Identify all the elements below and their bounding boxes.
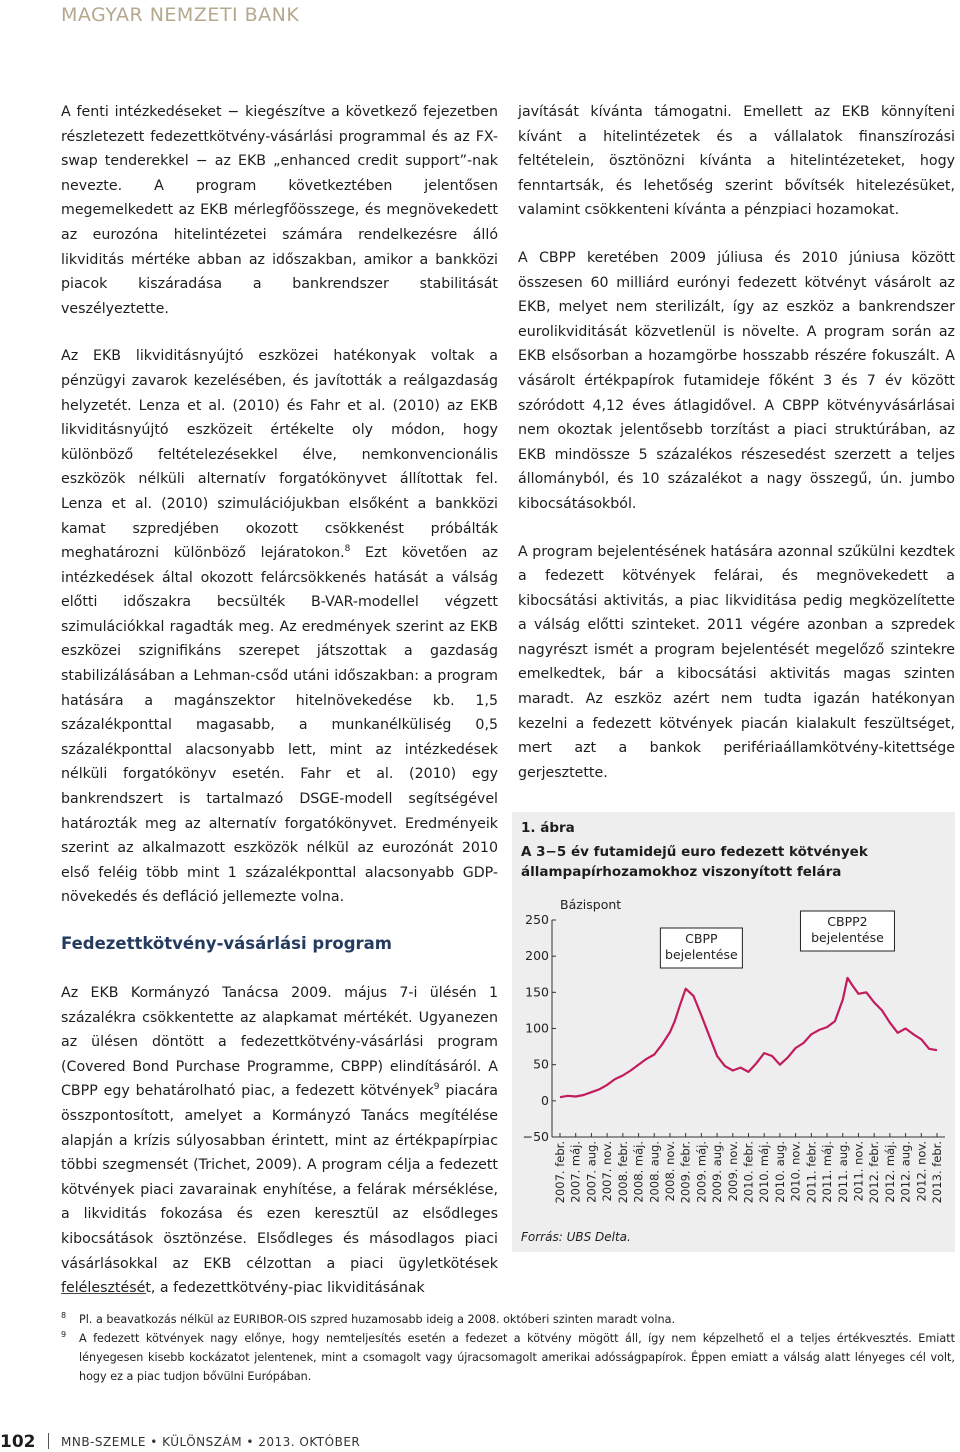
x-tick-label: 2007. aug. bbox=[584, 1141, 599, 1203]
x-tick-label: 2012. febr. bbox=[867, 1141, 882, 1204]
x-tick-label: 2010. febr. bbox=[741, 1141, 756, 1204]
x-tick-label: 2011. febr. bbox=[804, 1141, 819, 1204]
paragraph-ekb-liquidity-a: Az EKB likviditásnyújtó eszközei hatékonyak voltak a pénzügyi zavarok kezelésében, és javították a reálgazdaság helyzetét. Lenza et al. (2010) és Fahr et al. (2010) az EKB likviditásnyújtó eszközeit értékelte oly módon, hogy különböző feltételezésekkel élve, nemkonvencionális eszközök nélküli alternatív forgatókönyvet állítottak fel. Lenza et al. (2010) szimulációjukban elsőként a bankközi kamat szpredjében okozott csökkenést próbálták meghatározni különböző lejáratokon. bbox=[61, 348, 498, 562]
annotation-label: CBPP2 bbox=[827, 914, 868, 929]
paragraph-cbpp-effect: A program bejelentésének hatására azonnal szűkülni kezdtek a fedezett kötvények felárai, és megnövekedett a kibocsátási aktivitás, a piac likviditása pedig megközelítette a válság előtti szinteket. 2011 végére azonban a szpredek nagyrészt ismét a program bejelentését megelőző szintekre emelkedtek, bár a kibocsátási aktivitás magas szinten maradt. Az eszköz azért nem tudta igazán hatékonyan kezelni a fedezett kötvények piacán kialakult feszültséget, mert azt a bankok perifériaállamkötvény-kitettsége gerjesztette. bbox=[518, 543, 955, 781]
spread-chart bbox=[512, 892, 955, 1222]
paragraph-ekb-liquidity-b: Ezt követően az intézkedések által okozott felárcsökkenés hatását a válság előtti időszakra becsülték B-VAR-modellel végzett szimulációkkal ragadták meg. Az eredmények szerint az EKB eszközei szignifikáns szerepet játszottak a gazdaság stabilizálásában a Lehman-csőd utáni időszakban: a program hatására a magánszektor hitelnövekedése kb. 1,5 százalékponttal magasabb, a munkanélküliség 0,5 százalékponttal alacsonyabb lett, mint az intézkedések nélküli forgatókönyv esetén. Fahr et al. (2010) egy bankrendszert is tartalmazó DSGE-modell segítségével határozták meg az alternatív forgatókönyvet. Eredményeik szerint az alkalmazott eszközök nélkül az eurozónát 2010 első feléig több mint 1 százalékponttal alacsonyabb GDP-növekedés és defláció jellemezte volna. bbox=[61, 545, 499, 906]
x-tick-label: 2008. nov. bbox=[662, 1141, 677, 1202]
footnote-9-number: 9 bbox=[61, 1330, 67, 1339]
footer-divider bbox=[48, 1433, 49, 1449]
x-tick-label: 2012. máj. bbox=[882, 1141, 897, 1203]
paragraph-continuation: javítását kívánta támogatni. Emellett az EKB könnyíteni kívánt a hitelintézetek és a vállalatok finanszírozási feltételein, ösztönözni kívánta a hitelintézeteket, hogy fenntartsák, és lehetőség szerint bővítsék hitelezésüket, valamint csökkenteni kívánta a pénzpiaci hozamokat. bbox=[518, 104, 955, 219]
y-tick-label: 150 bbox=[525, 984, 549, 1000]
x-tick-label: 2010. máj. bbox=[757, 1141, 772, 1203]
left-column bbox=[61, 100, 498, 1324]
footnote-ref-8[interactable]: 8 bbox=[344, 544, 351, 555]
y-tick-label: 50 bbox=[533, 1056, 549, 1072]
footnote-ref-9[interactable]: 9 bbox=[433, 1082, 440, 1093]
x-tick-label: 2011. aug. bbox=[835, 1141, 850, 1203]
y-tick-label: −50 bbox=[522, 1129, 549, 1144]
x-tick-label: 2011. nov. bbox=[851, 1141, 866, 1202]
series-line-spread bbox=[560, 978, 937, 1097]
annotation-label: bejelentése bbox=[665, 947, 738, 962]
footnote-8-text: Pl. a beavatkozás nélkül az EURIBOR-OIS szpred huzamosabb ideig a 2008. októberi szinten maradt volna. bbox=[79, 1313, 676, 1326]
footnote-divider bbox=[61, 1293, 146, 1294]
x-tick-label: 2012. nov. bbox=[914, 1141, 929, 1202]
page-number: 102 bbox=[0, 1432, 36, 1452]
figure-source: Forrás: UBS Delta. bbox=[521, 1230, 631, 1244]
paragraph-intro: A fenti intézkedéseket − kiegészítve a következő fejezetben részletezett fedezettkötvény-vásárlási programmal és az FX-swap tenderekkel − az EKB „enhanced credit support”-nak nevezte. A program következtében jelentősen megemelkedett az EKB mérlegfőösszege, és megnövekedett az eurozóna hitelintézetei számára rendelkezésre álló likviditás mértéke abban az időszakban, amikor a bankközi piacok kiszáradása a bankrendszer stabilitását veszélyeztette. bbox=[61, 104, 498, 317]
y-tick-label: 100 bbox=[525, 1020, 549, 1036]
section-heading: Fedezettkötvény-vásárlási program bbox=[61, 934, 392, 953]
x-tick-label: 2007. nov. bbox=[600, 1141, 615, 1202]
x-tick-label: 2008. febr. bbox=[615, 1141, 630, 1204]
y-tick-label: 200 bbox=[525, 948, 549, 964]
x-tick-label: 2009. máj. bbox=[694, 1141, 709, 1203]
x-tick-label: 2010. aug. bbox=[772, 1141, 787, 1203]
x-tick-label: 2009. aug. bbox=[710, 1141, 725, 1203]
footnote-9 bbox=[61, 1329, 955, 1386]
x-tick-label: 2013. febr. bbox=[930, 1141, 944, 1204]
right-column bbox=[518, 100, 955, 808]
annotation-label: bejelentése bbox=[811, 930, 884, 945]
y-tick-label: 0 bbox=[541, 1092, 549, 1108]
paragraph-cbpp bbox=[61, 981, 498, 1301]
figure-title: A 3−5 év futamidejű euro fedezett kötvények állampapírhozamokhoz viszonyított felára bbox=[521, 844, 868, 880]
x-tick-label: 2009. nov. bbox=[725, 1141, 740, 1202]
paragraph-cbpp-b: piacára összpontosított, amelyet a Kormányzó Tanács megítélése alapján a krízis súlyosabban érintett, mint az értékpapírpiac többi szegmensét (Trichet, 2009). A program célja a fedezett kötvények piaci zavarainak enyhítése, a felárak mérséklése, a likviditás fokozása és ezen keresztül az elsődleges kibocsátások ösztönzése. Elsődleges és másodlagos piaci vásárlásokkal az EKB célzottan a piaci ügyletkötések felélesztését, a fedezettkötvény-piac likviditásának bbox=[61, 1083, 498, 1297]
paragraph-cbpp-a: Az EKB Kormányzó Tanácsa 2009. május 7-i ülésén 1 százalékra csökkentette az alapkamat mértékét. Ugyanezen az ülésen döntött a fedezettkötvény-vásárlási program (Covered Bond Purchase Programme, CBPP) elindításáról. A CBPP egy behatárolható piac, a fedezett kötvények bbox=[61, 985, 498, 1100]
footnote-8 bbox=[61, 1310, 955, 1329]
paragraph-cbpp-details: A CBPP keretében 2009 júliusa és 2010 júniusa között összesen 60 milliárd eurónyi fedezett kötvényt vásárolt az EKB, melyet nem sterilizált, így az eszköz a bankrendszer eurolikviditását közvetlenül is növelte. A program során az EKB elsősorban a hozamgörbe hosszabb részére fokuszált. A vásárolt értékpapírok futamideje főként 3 és 7 év között szóródott 4,12 éves átlagidővel. A CBPP kötvényvásárlásai nem okoztak jelentősebb torzítást a piaci struktúrában, az EKB mindössze 5 százalékos részesedést szerzett a teljes állományból, és 10 százalékot a nagy összegű, ún. jumbo kibocsátásokból. bbox=[518, 249, 955, 512]
x-tick-label: 2007. máj. bbox=[568, 1141, 583, 1203]
x-tick-label: 2008. aug. bbox=[647, 1141, 662, 1203]
x-tick-label: 2012. aug. bbox=[898, 1141, 913, 1203]
journal-name: MNB-SZEMLE • KÜLÖNSZÁM • 2013. OKTÓBER bbox=[61, 1435, 361, 1449]
annotation-label: CBPP bbox=[685, 931, 718, 946]
x-tick-label: 2010. nov. bbox=[788, 1141, 803, 1202]
footnotes bbox=[61, 1310, 955, 1386]
x-tick-label: 2008. máj. bbox=[631, 1141, 646, 1203]
page-footer bbox=[0, 1432, 960, 1452]
footnote-8-number: 8 bbox=[61, 1311, 67, 1320]
x-tick-label: 2009. febr. bbox=[678, 1141, 693, 1204]
figure-1 bbox=[512, 812, 955, 1252]
x-tick-label: 2011. máj. bbox=[820, 1141, 835, 1203]
y-tick-label: 250 bbox=[525, 912, 549, 927]
figure-number: 1. ábra bbox=[521, 820, 575, 836]
footnote-9-text: A fedezett kötvények nagy előnye, hogy nemteljesítés esetén a fedezet a kötvény mögött áll, így nem képzelhető el a teljes értékvesztés. Emiatt lényegesen kisebb kockázatot jelentenek, mint a csomagolt vagy újracsomagolt amerikai adósságpapírok. Éppen emiatt a válság alatt lényeges cél volt, hogy ez a piac tudjon bővülni Európában. bbox=[79, 1332, 955, 1383]
x-tick-label: 2007. febr. bbox=[553, 1141, 567, 1204]
running-header: MAGYAR NEMZETI BANK bbox=[61, 4, 300, 26]
paragraph-ekb-liquidity bbox=[61, 344, 498, 910]
y-axis-unit-label: Bázispont bbox=[560, 897, 622, 912]
